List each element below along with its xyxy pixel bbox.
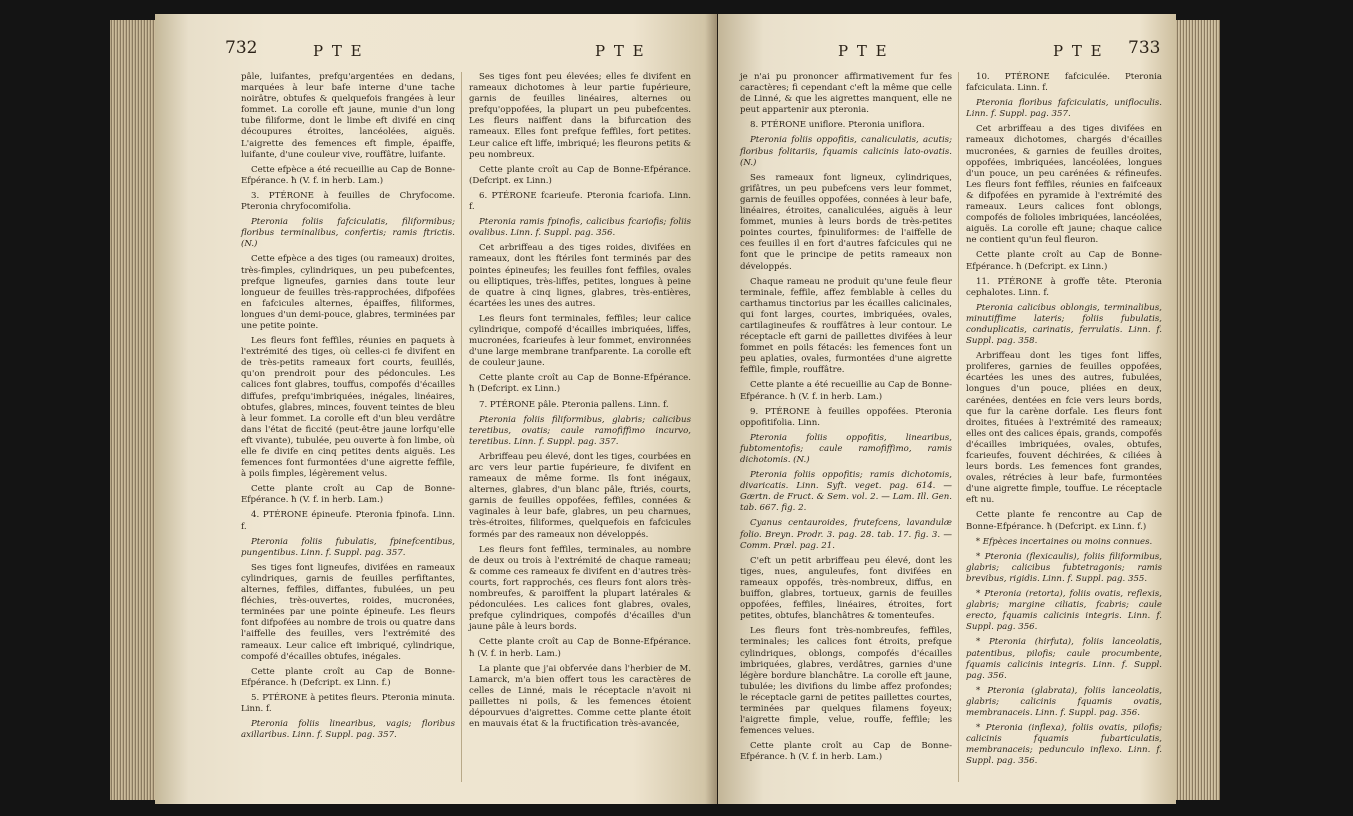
paragraph: Pteronia floribus fafciculatis, unifloculis. Linn. f. Suppl. pag. 357. [966, 98, 1162, 120]
paragraph: Ses tiges font ligneufes, divifées en rameaux cylindriques, garnis de feuilles perfiftantes, alternes, feffiles, diffantes, fubulées, un peu fléchies, très-ouvertes, roides, mucronées, terminées par une pointe épineufe. Les fleurs font difpofées au nombre de trois ou quatre dans l'aiffelle des feuilles, vers l'extrémité des rameaux. Leur calice eft imbriqué, cylindrique, compofé d'écailles obtufes, inégales. [241, 562, 455, 662]
running-header-left-col1: P T E [313, 42, 364, 60]
paragraph: Ses tiges font peu élevées; elles fe divifent en rameaux dichotomes à leur partie fupérieure, garnis de feuilles linéaires, alternes ou prefqu'oppofées, la plupart un peu pubefcentes. Les fleurs naiffent dans la bifurcation des rameaux. Elles font prefque feffiles, fort petites. Leur calice eft liffe, imbriqué; les fleurons petits & peu nombreux. [469, 72, 691, 160]
paragraph: Les fleurs font terminales, feffiles; leur calice cylindrique, compofé d'écailles imbriquées, liffes, mucronées, fcarieufes à leur fommet, environnées d'une large membrane tranfparente. La corolle eft de couleur jaune. [469, 313, 691, 369]
paragraph: Pteronia foliis filiformibus, glabris; calicibus teretibus, ovatis; caule ramofiffimo incurvo, teretibus. Linn. f. Suppl. pag. 357. [469, 414, 691, 447]
paragraph: * Pteronia (flexicaulis), foliis filiformibus, glabris; calicibus fubtetragonis; ramis brevibus, rigidis. Linn. f. Suppl. pag. 355. [966, 551, 1162, 584]
paragraph: Cette efpèce a des tiges (ou rameaux) droites, très-fimples, cylindriques, un peu pubefcentes, prefque ligneufes, garnies dans toute leur longueur de feuilles très-rapprochées, difpofées en fafcicules alternes, épaiffes, filiformes, longues d'un demi-pouce, glabres, terminées par une petite pointe. [241, 254, 455, 331]
left-page-edges [110, 20, 158, 800]
paragraph: 10. PTÉRONE fafciculée. Pteronia fafciculata. Linn. f. [966, 72, 1162, 94]
column-rule [461, 72, 462, 782]
paragraph: 8. PTÉRONE uniflore. Pteronia uniflora. [750, 120, 925, 131]
paragraph: Cette plante croît au Cap de Bonne-Efpérance. ħ (Defcript. ex Linn. f.) [241, 666, 455, 688]
paragraph: Cette plante croît au Cap de Bonne-Efpérance. ħ (V. f. in herb. Lam.) [241, 484, 455, 506]
page-number-left: 732 [225, 38, 258, 58]
paragraph: pâle, luifantes, prefqu'argentées en dedans, marquées à leur bafe interne d'une tache noirâtre, obtufes & quelquefois frangées à leur fommet. La corolle eft jaune, munie d'un long tube filiforme, dont le limbe eft divifé en cinq découpures étroites, lancéolées, aiguës. L'aigrette des femences eft fimple, épaiffe, luifante, d'une couleur vive, rouffâtre, luifante. [241, 72, 455, 160]
paragraph: Pteronia foliis oppofitis, linearibus, fubtomentofis; caule ramofiffimo, ramis dichotomis. (N.) [740, 432, 952, 465]
running-header-right-col2: P T E [1053, 42, 1104, 60]
paragraph: Ses rameaux font ligneux, cylindriques, grifâtres, un peu pubefcens vers leur fommet, garnis de feuilles oppofées, connées à leur bafe, linéaires, étroites, canaliculées, aiguës à leur fommet, munies à leurs bords de très-petites pointes courtes, fpinuliformes: de l'aiffelle de ces feuilles il en fort d'autres fafcicules qui ne font que le principe de petits rameaux non développés. [740, 172, 952, 272]
paragraph: Pteronia foliis linearibus, vagis; floribus axillaribus. Linn. f. Suppl. pag. 357. [241, 719, 455, 741]
paragraph: 5. PTÉRONE à petites fleurs. Pteronia minuta. Linn. f. [241, 692, 455, 714]
paragraph: Cette plante croît au Cap de Bonne-Efpérance. (Defcript. ex Linn.) [469, 164, 691, 186]
running-header-right-col1: P T E [838, 42, 889, 60]
paragraph: Les fleurs font feffiles, réunies en paquets à l'extrémité des tiges, où celles-ci fe divifent en de très-petits rameaux fort courts, feuillés, qu'on prendroit pour des pédoncules. Les calices font glabres, touffus, compofés d'écailles diffufes, prefqu'imbriquées, inégales, linéaires, obtufes, glabres, minces, fouvent teintes de bleu à leur fommet. La corolle eft d'un bleu verdâtre dans l'état de ficcité (peut-être jaune lorfqu'elle eft vivante), tubulée, peu ouverte à fon limbe, où elle fe divife en cinq petites dents aiguës. Les femences font furmontées d'une aigrette feffile, à poils fimples, légèrement velus. [241, 336, 455, 480]
paragraph: Cette plante croît au Cap de Bonne-Efpérance. ħ (V. f. in herb. Lam.) [469, 637, 691, 659]
paragraph: C'eft un petit arbriffeau peu élevé, dont les tiges, nues, anguleufes, font divifées en rameaux oppofés, très-nombreux, diffus, en buiffon, glabres, tortueux, garnis de feuilles oppofées, feffiles, linéaires, étroites, fort petites, obtufes, blanchâtres & tomenteufes. [740, 555, 952, 622]
paragraph: Les fleurs font très-nombreufes, feffiles, terminales; les calices font étroits, prefque cylindriques, oblongs, compofés d'écailles imbriquées, glabres, verdâtres, garnies d'une légère bordure blanchâtre. La corolle eft jaune, tubulée; les divifions du limbe affez profondes; le réceptacle garni de petites paillettes courtes, terminées par quelques filamens foyeux; l'aigrette fimple, velue, rouffe, feffile; les femences velues. [740, 626, 952, 737]
paragraph: Arbriffeau peu élevé, dont les tiges, courbées en arc vers leur partie fupérieure, fe divifent en rameaux de même forme. Ils font inégaux, alternes, glabres, d'un blanc pâle, ftriés, courts, garnis de feuilles oppofées, feffiles, connées & vaginales à leur bafe, glabres, un peu charnues, très-étroites, filiformes, quelquefois en fafcicules formés par des rameaux non développés. [469, 451, 691, 540]
paragraph: Pteronia foliis fafciculatis, filiformibus; floribus terminalibus, confertis; ramis ftrictis. (N.) [241, 217, 455, 250]
right-page [718, 14, 1176, 804]
paragraph: 4. PTÉRONE épineufe. Pteronia fpinofa. Linn. f. [241, 510, 455, 532]
paragraph: Cyanus centauroides, frutefcens, lavandulæ folio. Breyn. Prodr. 3. pag. 28. tab. 17. fig. 3. — Comm. Præl. pag. 21. [740, 518, 952, 551]
paragraph: Cet arbriffeau a des tiges roides, divifées en rameaux, dont les ftériles font terminés par des pointes épineufes; les feuilles font feffiles, ovales ou elliptiques, très-liffes, petites, longues à peine de quatre à cinq lignes, glabres, très-entières, écartées les unes des autres. [469, 243, 691, 309]
right-page-column-1 [740, 72, 952, 767]
paragraph: 7. PTÉRONE pâle. Pteronia pallens. Linn. f. [479, 399, 669, 410]
paragraph: * Pteronia (inflexa), foliis ovatis, pilofis; calicinis fquamis fubarticulatis, membranaceis; pedunculo inflexo. Linn. f. Suppl. pag. 356. [966, 723, 1162, 767]
paragraph: je n'ai pu prononcer affirmativement fur fes caractères; fi cependant c'eft la même que celle de Linné, & que les aigrettes manquent, elle ne peut appartenir aux pteronia. [740, 72, 952, 116]
paragraph: * Pteronia (retorta), foliis ovatis, reflexis, glabris; margine ciliatis, fcabris; caule erecto, fquamis calicinis integris. Linn. f. Suppl. pag. 356. [966, 589, 1162, 633]
left-page [155, 14, 717, 804]
running-header-left-col2: P T E [595, 42, 646, 60]
paragraph: 11. PTÉRONE à groffe tête. Pteronia cephalotes. Linn. f. [966, 276, 1162, 298]
paragraph: Les fleurs font feffiles, terminales, au nombre de deux ou trois à l'extrémité de chaque rameau; & comme ces rameaux fe divifent en d'autres très-courts, fort rapprochés, ces fleurs font alors très-nombreufes, & paroiffent la plupart latérales & pédonculées. Les calices font glabres, ovales, prefque cylindriques, compofés d'écailles d'un jaune pâle à leurs bords. [469, 544, 691, 633]
paragraph: 3. PTÉRONE à feuilles de Chryfocome. Pteronia chryfocomifolia. [241, 190, 455, 213]
paragraph: Chaque rameau ne produit qu'une feule fleur terminale, feffile, affez femblable à celles du carthamus tinctorius par les écailles calicinales, qui font larges, courtes, imbriquées, ovales, cartilagineufes & rouffâtres à leur contour. Le réceptacle eft garni de paillettes divifées à leur fommet en poils fétacés: les femences font un peu aplaties, ovales, furmontées d'une aigrette feffile, fimple, rouffâtre. [740, 276, 952, 376]
paragraph: La plante que j'ai obfervée dans l'herbier de M. Lamarck, m'a bien offert tous les caractères de celles de Linné, mais le réceptacle n'avoit ni paillettes ni poils, & les femences étoient dépourvues d'aigrettes. Comme cette plante étoit en mauvais état & la fructification très-avancée, [469, 663, 691, 730]
paragraph: * Pteronia (glabrata), foliis lanceolatis, glabris; calicinis fquamis ovatis, membranaceis. Linn. f. Suppl. pag. 356. [966, 685, 1162, 718]
paragraph: 6. PTÉRONE fcarieufe. Pteronia fcariofa. Linn. f. [469, 190, 691, 213]
paragraph: Arbriffeau dont les tiges font liffes, proliferes, garnies de feuilles oppofées, écartées les unes des autres, fubulées, longues d'un pouce, pliées en deux, carénées, dentées en fcie vers leurs bords, que fur la carène dorfale. Les fleurs font droites, fituées à l'extrémité des rameaux; elles ont des calices épais, grands, compofés d'écailles imbriquées, ovales, obtufes, fcarieufes, fouvent déchirées, & ciliées à leurs bords. Les femences font grandes, ovales, rétrécies à leur bafe, furmontées d'une aigrette fimple, touffue. Le réceptacle eft nu. [966, 351, 1162, 506]
paragraph: Cette plante croît au Cap de Bonne-Efpérance. ħ (Defcript. ex Linn.) [966, 250, 1162, 272]
paragraph: Pteronia foliis oppofitis; ramis dichotomis, divaricatis. Linn. Syft. veget. pag. 614. — Gærtn. de Fruct. & Sem. vol. 2. — Lam. Ill. Gen. tab. 667. fig. 2. [740, 470, 952, 514]
page-number-right: 733 [1128, 38, 1161, 58]
paragraph: Pteronia foliis oppofitis, canaliculatis, acutis; floribus folitariis, fquamis calicinis lato-ovatis. (N.) [740, 135, 952, 168]
paragraph: * Efpèces incertaines ou moins connues. [975, 536, 1153, 547]
paragraph: * Pteronia (hirfuta), foliis lanceolatis, patentibus, pilofis; caule procumbente, fquamis calicinis integris. Linn. f. Suppl. pag. 356. [966, 637, 1162, 681]
paragraph: Cette plante fe rencontre au Cap de Bonne-Efpérance. ħ (Defcript. ex Linn. f.) [966, 510, 1162, 532]
right-page-column-2 [966, 72, 1162, 771]
paragraph: Pteronia foliis fubulatis, fpinefcentibus, pungentibus. Linn. f. Suppl. pag. 357. [241, 536, 455, 558]
paragraph: Cette plante croît au Cap de Bonne-Efpérance. ħ (Defcript. ex Linn.) [469, 373, 691, 395]
left-page-column-2 [469, 72, 691, 734]
paragraph: Cette efpèce a été recueillie au Cap de Bonne-Efpérance. ħ (V. f. in herb. Lam.) [241, 164, 455, 186]
left-page-column-1 [241, 72, 455, 745]
column-rule [958, 72, 959, 782]
paragraph: 9. PTÉRONE à feuilles oppofées. Pteronia oppofitifolia. Linn. [740, 406, 952, 428]
paragraph: Cet arbriffeau a des tiges divifées en rameaux dichotomes, chargés d'écailles mucronées, & garnies de feuilles droites, oppofées, imbriquées, lancéolées, longues d'un pouce, un peu carénées & réfineufes. Les fleurs font feffiles, réunies en faifceaux & difpofées en pyramide à l'extrémité des rameaux. Leurs calices font oblongs, compofés de folioles imbriquées, lancéolées, aiguës. La corolle eft jaune; chaque calice ne contient qu'un feul fleuron. [966, 124, 1162, 246]
right-page-edges [1170, 20, 1220, 800]
paragraph: Cette plante croît au Cap de Bonne-Efpérance. ħ (V. f. in herb. Lam.) [740, 741, 952, 763]
paragraph: Pteronia ramis fpinofis, calicibus fcariofis; foliis ovalibus. Linn. f. Suppl. pag. 356. [469, 217, 691, 239]
paragraph: Pteronia calicibus oblongis, terminalibus, minutiffime lateris; foliis fubulatis, conduplicatis, carinatis, ferrulatis. Linn. f. Suppl. pag. 358. [966, 302, 1162, 347]
paragraph: Cette plante a été recueillie au Cap de Bonne-Efpérance. ħ (V. f. in herb. Lam.) [740, 380, 952, 402]
